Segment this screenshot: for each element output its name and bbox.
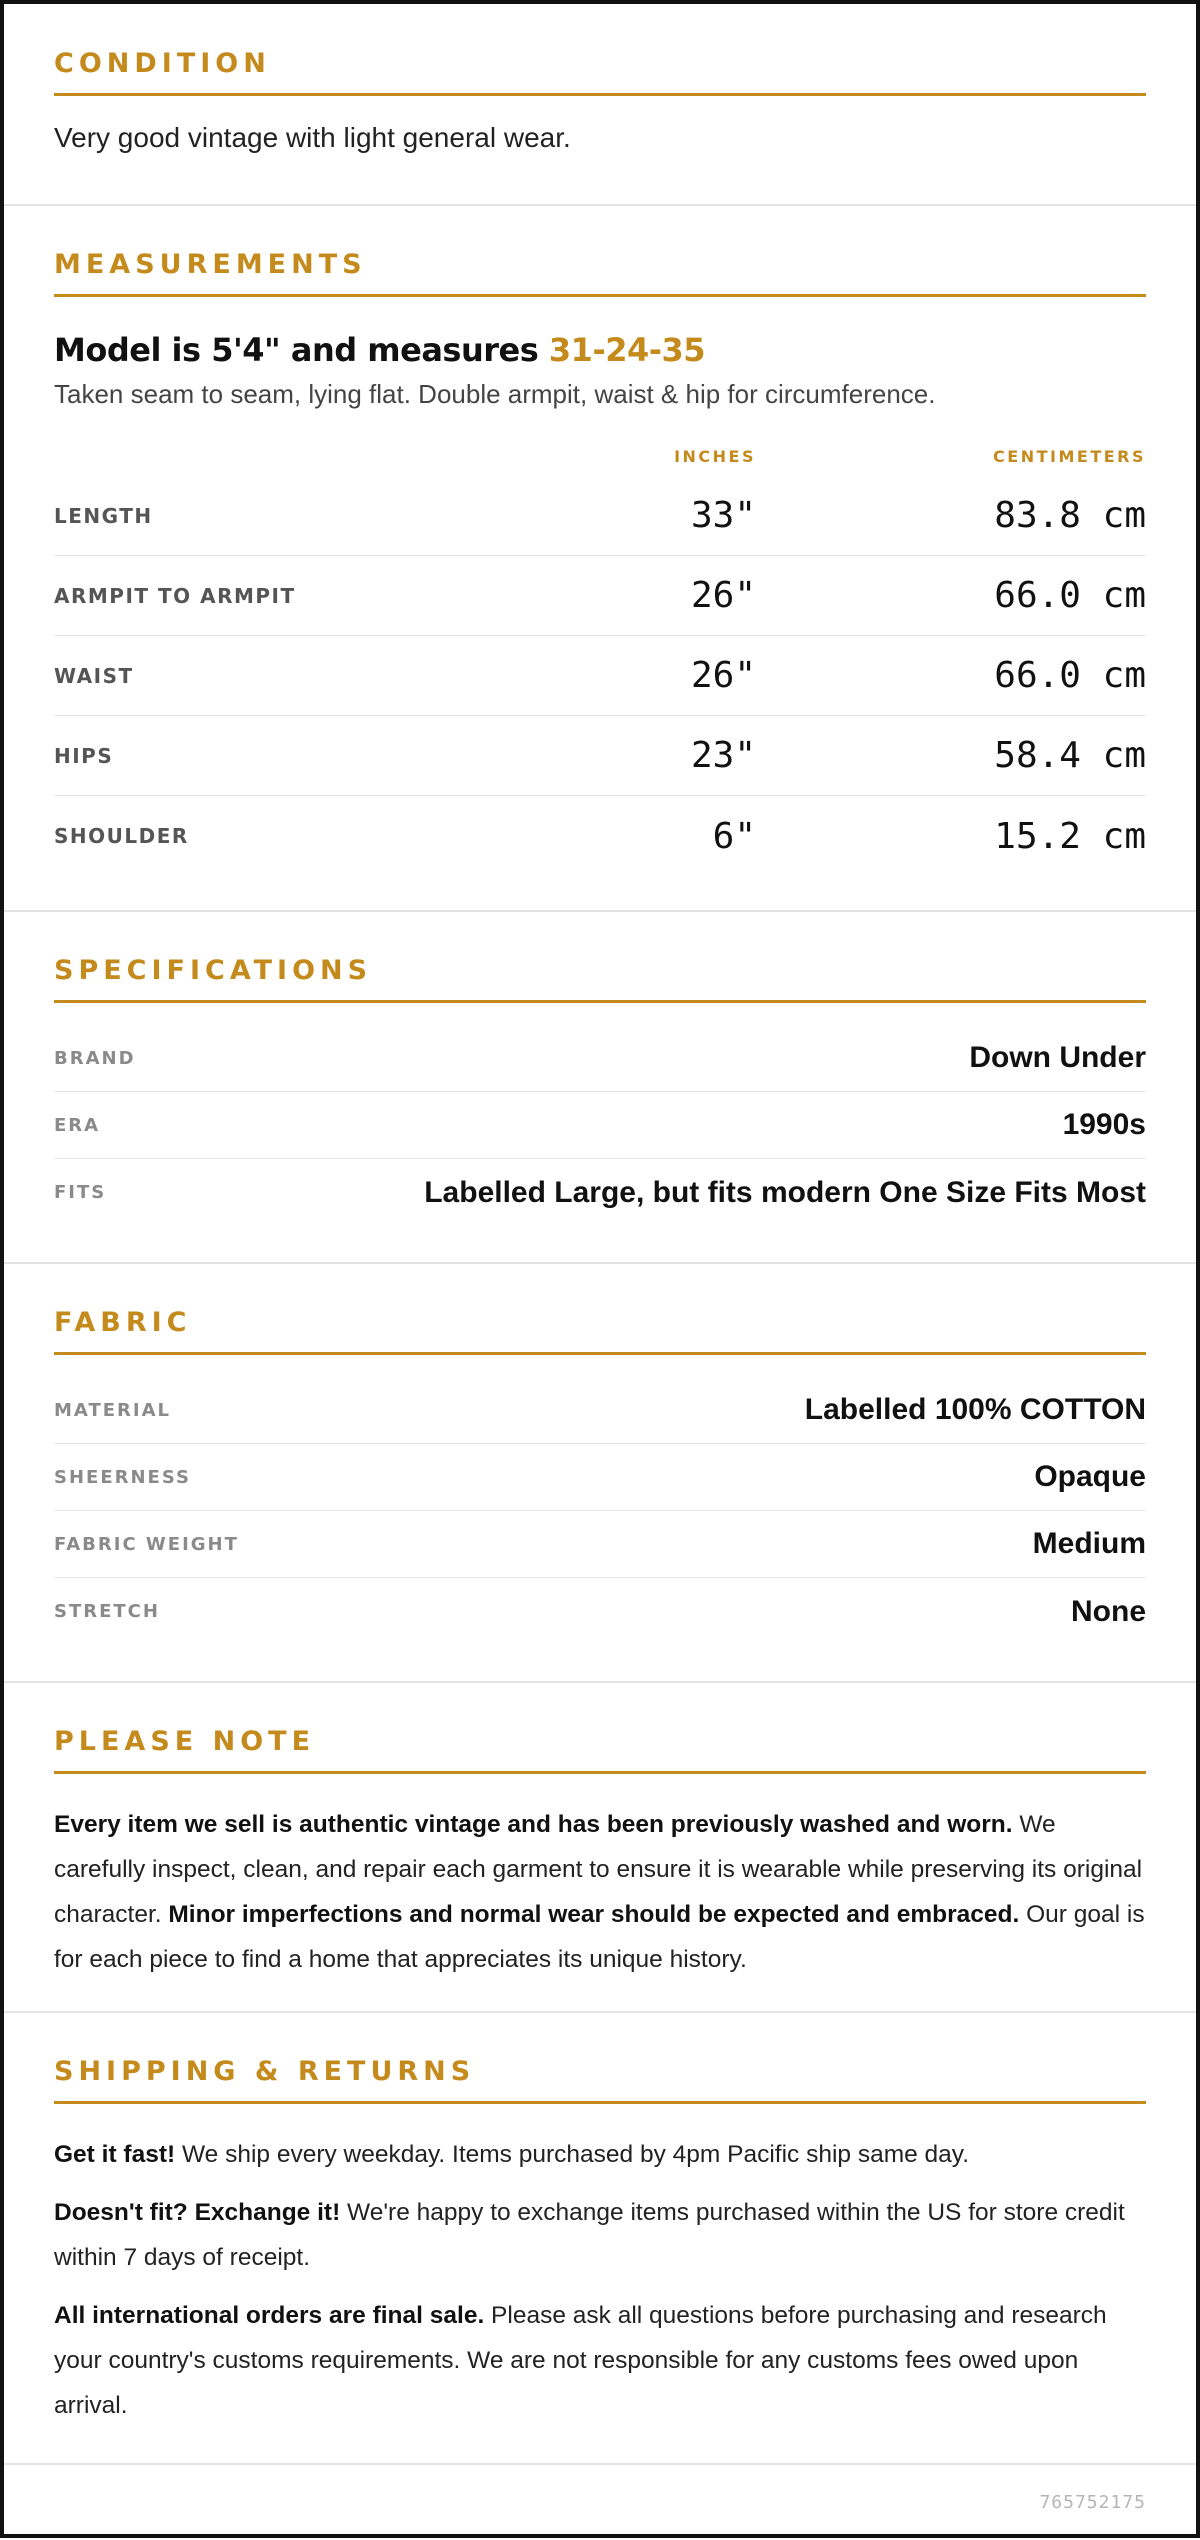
please-note-heading: PLEASE NOTE <box>54 1726 1146 1774</box>
fabric-key: FABRIC WEIGHT <box>54 1533 239 1555</box>
measurement-cm: 58.4 cm <box>994 735 1146 776</box>
shipping-returns-section <box>4 2013 1196 2465</box>
note-text-2: Our goal is for each piece to find a home that appreciates its unique history. <box>54 1901 1145 1973</box>
table-row <box>54 1444 1146 1511</box>
table-row <box>54 1159 1146 1226</box>
condition-text: Very good vintage with light general wear. <box>54 122 571 153</box>
condition-section <box>4 4 1196 206</box>
table-row <box>54 796 1146 876</box>
please-note-section <box>4 1683 1196 2013</box>
model-measures-line <box>54 331 1146 369</box>
spec-key: ERA <box>54 1114 101 1136</box>
table-row <box>54 716 1146 796</box>
spec-value: Labelled Large, but fits modern One Size Fits Most <box>424 1175 1146 1209</box>
measurement-label: WAIST <box>54 663 134 688</box>
spec-value: 1990s <box>1062 1108 1146 1141</box>
measurement-method-note: Taken seam to seam, lying flat. Double armpit, waist & hip for circumference. <box>54 379 936 409</box>
shipping-text-3: Please ask all questions before purchasing and research your country's customs requirements. We are not responsible for any customs fees owed upon arrival. <box>54 2302 1107 2419</box>
measurements-heading: MEASUREMENTS <box>54 249 1146 297</box>
shipping-bold-3: All international orders are final sale. <box>54 2302 485 2329</box>
measurement-label: ARMPIT TO ARMPIT <box>54 583 296 608</box>
please-note-paragraph <box>54 1802 1146 1982</box>
fabric-key: STRETCH <box>54 1601 160 1622</box>
spec-value: Down Under <box>969 1041 1146 1074</box>
measurement-cm: 66.0 cm <box>994 575 1146 616</box>
measurement-inches: 26" <box>690 655 756 696</box>
spec-key: BRAND <box>54 1047 136 1069</box>
spec-key: FITS <box>54 1182 107 1203</box>
fabric-heading: FABRIC <box>54 1307 1146 1355</box>
specifications-table <box>54 1025 1146 1226</box>
shipping-paragraph-international <box>54 2293 1146 2428</box>
table-row <box>54 636 1146 716</box>
measurement-inches: 26" <box>690 575 756 616</box>
table-row <box>54 556 1146 636</box>
table-row <box>54 476 1146 556</box>
measurement-inches: 6" <box>712 815 756 857</box>
measurements-table-header <box>54 436 1146 476</box>
model-measures-prefix: Model is 5'4" and measures <box>54 331 549 369</box>
measurement-cm: 83.8 cm <box>994 495 1146 536</box>
shipping-bold-2: Doesn't fit? Exchange it! <box>54 2199 341 2226</box>
shipping-paragraph-fast <box>54 2132 1146 2177</box>
table-row <box>54 1578 1146 1645</box>
shipping-bold-1: Get it fast! <box>54 2141 176 2168</box>
condition-heading: CONDITION <box>54 48 1146 96</box>
measurement-inches: 23" <box>690 735 756 776</box>
specifications-section <box>4 912 1196 1264</box>
measurements-table <box>54 476 1146 876</box>
fabric-value: Medium <box>1032 1527 1146 1560</box>
product-id: 765752175 <box>1039 2492 1146 2513</box>
fabric-section <box>4 1264 1196 1683</box>
shipping-returns-heading: SHIPPING & RETURNS <box>54 2056 1146 2104</box>
fabric-value: None <box>1071 1594 1146 1628</box>
inches-column-header: INCHES <box>674 446 756 466</box>
model-measures-value: 31-24-35 <box>548 331 706 369</box>
measurement-cm: 15.2 cm <box>994 815 1146 857</box>
shipping-text-2: We're happy to exchange items purchased within the US for store credit within 7 days of receipt. <box>54 2199 1125 2271</box>
note-text-1: We carefully inspect, clean, and repair each garment to ensure it is wearable while preserving its original character. <box>54 1811 1143 1928</box>
shipping-paragraph-exchange <box>54 2190 1146 2280</box>
specifications-heading: SPECIFICATIONS <box>54 955 1146 1003</box>
fabric-value: Opaque <box>1034 1460 1146 1493</box>
shipping-text-1: We ship every weekday. Items purchased by 4pm Pacific ship same day. <box>175 2141 970 2168</box>
measurement-cm: 66.0 cm <box>994 655 1146 696</box>
measurement-label: HIPS <box>54 743 114 768</box>
table-row <box>54 1377 1146 1444</box>
fabric-table <box>54 1377 1146 1645</box>
measurement-inches: 33" <box>690 495 756 536</box>
note-bold-1: Every item we sell is authentic vintage and has been previously washed and worn. <box>54 1811 1013 1838</box>
table-row <box>54 1092 1146 1159</box>
fabric-key: MATERIAL <box>54 1399 171 1421</box>
note-bold-2: Minor imperfections and normal wear should be expected and embraced. <box>168 1901 1020 1928</box>
table-row <box>54 1511 1146 1578</box>
table-row <box>54 1025 1146 1092</box>
centimeters-column-header: CENTIMETERS <box>993 446 1146 466</box>
fabric-value: Labelled 100% COTTON <box>804 1393 1146 1426</box>
fabric-key: SHEERNESS <box>54 1466 191 1488</box>
footer <box>4 2465 1196 2540</box>
measurement-label: SHOULDER <box>54 824 189 848</box>
measurement-label: LENGTH <box>54 503 153 528</box>
measurements-section <box>4 206 1196 912</box>
